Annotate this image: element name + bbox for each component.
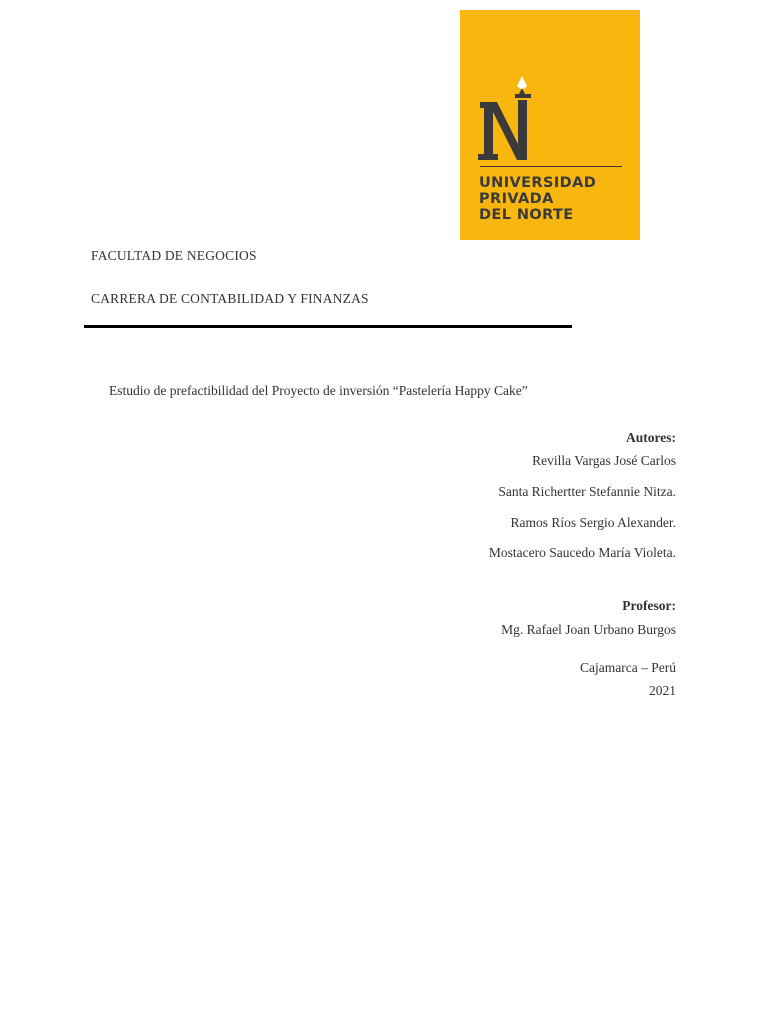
logo-n-mark-icon	[478, 76, 540, 162]
professor-name: Mg. Rafael Joan Urbano Burgos	[501, 622, 676, 637]
logo-line-1: UNIVERSIDAD	[479, 175, 597, 191]
author-name: Mostacero Saucedo María Violeta.	[488, 545, 676, 560]
university-logo	[460, 10, 640, 240]
logo-line-2: PRIVADA	[479, 191, 554, 207]
professor-label: Profesor:	[622, 598, 676, 613]
place: Cajamarca – Perú	[580, 660, 676, 675]
faculty-name: FACULTAD DE NEGOCIOS	[91, 248, 257, 263]
author-name: Santa Richertter Stefannie Nitza.	[498, 484, 676, 499]
document-title: Estudio de prefactibilidad del Proyecto de inversión “Pastelería Happy Cake”	[109, 383, 528, 398]
author-name: Revilla Vargas José Carlos	[532, 453, 676, 468]
logo-line-3: DEL NORTE	[479, 207, 574, 223]
header-divider	[84, 325, 572, 328]
author-name: Ramos Ríos Sergio Alexander.	[510, 515, 676, 530]
logo-rule	[480, 166, 622, 167]
year: 2021	[649, 683, 676, 698]
authors-label: Autores:	[626, 430, 676, 445]
logo-wordmark	[479, 175, 634, 223]
career-name: CARRERA DE CONTABILIDAD Y FINANZAS	[91, 291, 369, 306]
